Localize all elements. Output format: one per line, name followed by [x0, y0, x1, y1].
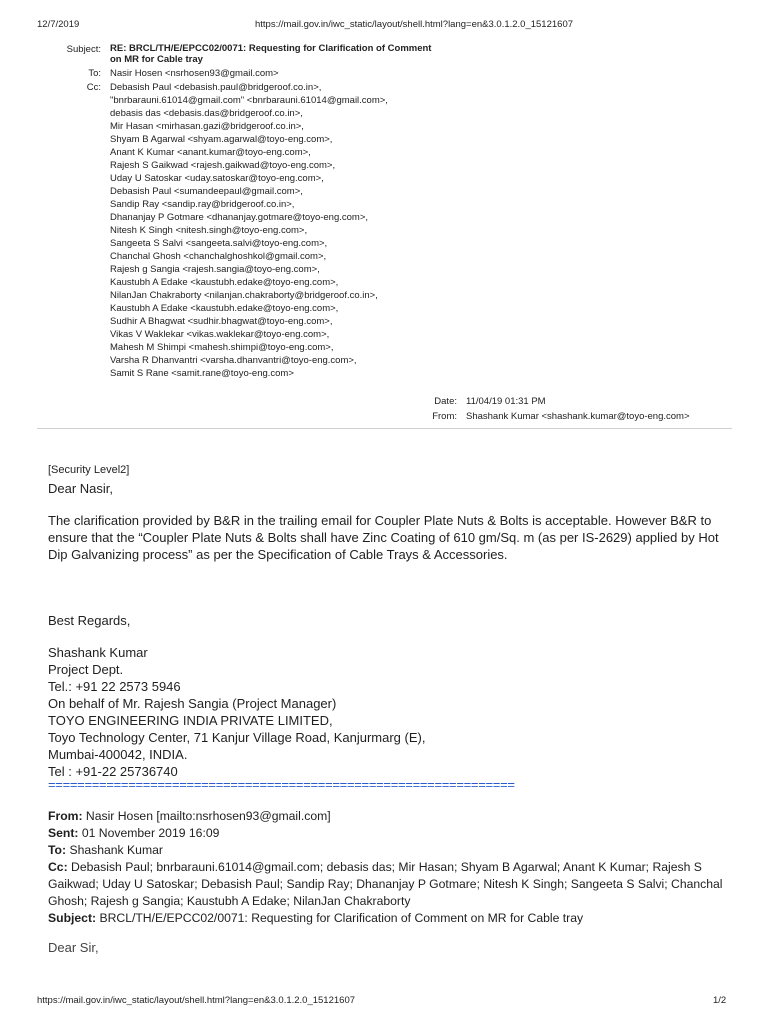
cc-recipient[interactable]: Varsha R Dhanvantri <varsha.dhanvantri@toyo-eng.com>,: [110, 355, 357, 366]
cc-recipient[interactable]: Debasish Paul <debasish.paul@bridgeroof.co.in>,: [110, 82, 322, 93]
signature-line: Shashank Kumar: [48, 645, 148, 660]
message-paragraph: The clarification provided by B&R in the trailing email for Coupler Plate Nuts & Bolts is acceptable. However B&R to ensure that the “Coupler Plate Nuts & Bolts shall have Zinc Coating of 610 gm/Sq. m (as per IS-2629) applied by Hot Dip Galvanizing process” as per the Specification of Cable Trays & Accessories.: [48, 513, 719, 562]
signature-line: Toyo Technology Center, 71 Kanjur Village Road, Kanjurmarg (E),: [48, 730, 426, 745]
signature-line: Project Dept.: [48, 662, 124, 677]
print-footer-url: https://mail.gov.in/iwc_static/layout/shell.html?lang=en&3.0.1.2.0_15121607: [37, 995, 356, 1006]
cc-recipient[interactable]: Sandip Ray <sandip.ray@bridgeroof.co.in>,: [110, 199, 295, 210]
cc-recipient[interactable]: Kaustubh A Edake <kaustubh.edake@toyo-eng.com>,: [110, 277, 339, 288]
subject-line-1: RE: BRCL/TH/E/EPCC02/0071: Requesting for Clarification of Comment: [110, 43, 432, 54]
cc-recipient[interactable]: Vikas V Waklekar <vikas.waklekar@toyo-eng.com>,: [110, 329, 330, 340]
separator-line: ================================================================: [48, 777, 515, 792]
cc-recipient[interactable]: Dhananjay P Gotmare <dhananjay.gotmare@toyo-eng.com>,: [110, 212, 369, 223]
cc-recipient[interactable]: Sudhir A Bhagwat <sudhir.bhagwat@toyo-eng.com>,: [110, 316, 333, 327]
fwd-to-label: To:: [48, 843, 67, 857]
cc-recipient[interactable]: Samit S Rane <samit.rane@toyo-eng.com>: [110, 368, 294, 379]
closing: Best Regards,: [48, 613, 131, 628]
subject-line-2: on MR for Cable tray: [110, 54, 203, 65]
fwd-subject-label: Subject:: [48, 911, 97, 925]
page-number: 1/2: [713, 995, 727, 1006]
email-date: 11/04/19 01:31 PM: [466, 396, 546, 407]
cc-label: Cc:: [86, 82, 101, 93]
security-level: [Security Level2]: [48, 464, 130, 476]
cc-recipient[interactable]: Shyam B Agarwal <shyam.agarwal@toyo-eng.com>,: [110, 134, 333, 145]
fwd-salutation: Dear Sir,: [48, 940, 99, 955]
signature-line: TOYO ENGINEERING INDIA PRIVATE LIMITED,: [48, 713, 333, 728]
signature-line: Tel : +91-22 25736740: [48, 764, 178, 779]
header-divider: [37, 428, 732, 429]
cc-recipient[interactable]: debasis das <debasis.das@bridgeroof.co.in>,: [110, 108, 303, 119]
date-label: Date:: [434, 396, 457, 407]
cc-recipient[interactable]: Kaustubh A Edake <kaustubh.edake@toyo-eng.com>,: [110, 303, 339, 314]
cc-recipient[interactable]: Chanchal Ghosh <chanchalghoshkol@gmail.com>,: [110, 251, 327, 262]
email-subject: [110, 43, 490, 65]
cc-recipient[interactable]: NilanJan Chakraborty <nilanjan.chakraborty@bridgeroof.co.in>,: [110, 290, 378, 301]
cc-recipient[interactable]: Nitesh K Singh <nitesh.singh@toyo-eng.com>,: [110, 225, 308, 236]
fwd-cc-label: Cc:: [48, 860, 68, 874]
cc-recipient[interactable]: Sangeeta S Salvi <sangeeta.salvi@toyo-eng.com>,: [110, 238, 328, 249]
signature-line: On behalf of Mr. Rajesh Sangia (Project Manager): [48, 696, 337, 711]
signature-line: Mumbai-400042, INDIA.: [48, 747, 188, 762]
greeting: Dear Nasir,: [48, 481, 114, 496]
fwd-subject: BRCL/TH/E/EPCC02/0071: Requesting for Clarification of Comment on MR for Cable tray: [99, 911, 584, 925]
cc-recipient[interactable]: Uday U Satoskar <uday.satoskar@toyo-eng.com>,: [110, 173, 324, 184]
fwd-to: Shashank Kumar: [69, 843, 163, 857]
email-sender[interactable]: Shashank Kumar <shashank.kumar@toyo-eng.com>: [466, 411, 690, 422]
cc-recipient[interactable]: "bnrbarauni.61014@gmail.com" <bnrbarauni.61014@gmail.com>,: [110, 95, 388, 106]
to-recipient[interactable]: Nasir Hosen <nsrhosen93@gmail.com>: [110, 68, 279, 79]
to-label: To:: [88, 68, 101, 79]
cc-recipient[interactable]: Debasish Paul <sumandeepaul@gmail.com>,: [110, 186, 303, 197]
cc-recipient[interactable]: Mahesh M Shimpi <mahesh.shimpi@toyo-eng.com>,: [110, 342, 334, 353]
fwd-from-label: From:: [48, 809, 83, 823]
cc-recipient[interactable]: Mir Hasan <mirhasan.gazi@bridgeroof.co.in>,: [110, 121, 304, 132]
print-date: 12/7/2019: [37, 19, 80, 30]
forwarded-header: [48, 808, 738, 927]
cc-recipient[interactable]: Anant K Kumar <anant.kumar@toyo-eng.com>,: [110, 147, 311, 158]
fwd-sent-label: Sent:: [48, 826, 79, 840]
signature-line: Tel.: +91 22 2573 5946: [48, 679, 181, 694]
cc-recipient-list: [110, 81, 388, 380]
fwd-sent: 01 November 2019 16:09: [81, 826, 220, 840]
print-header-url: https://mail.gov.in/iwc_static/layout/shell.html?lang=en&3.0.1.2.0_15121607: [255, 19, 574, 30]
signature-block: [48, 644, 425, 780]
fwd-from[interactable]: Nasir Hosen [mailto:nsrhosen93@gmail.com]: [85, 809, 331, 823]
cc-recipient[interactable]: Rajesh g Sangia <rajesh.sangia@toyo-eng.com>,: [110, 264, 320, 275]
cc-recipient[interactable]: Rajesh S Gaikwad <rajesh.gaikwad@toyo-eng.com>,: [110, 160, 336, 171]
subject-label: Subject:: [66, 44, 101, 55]
fwd-cc: Debasish Paul; bnrbarauni.61014@gmail.com; debasis das; Mir Hasan; Shyam B Agarwal; Anant K Kumar; Rajesh S Gaikwad; Uday U Satoskar; Debasish Paul; Sandip Ray; Dhananjay P Gotmare; Nitesh K Singh; Sangeeta S Salvi; Chanchal Ghosh; Rajesh g Sangia; Kaustubh A Edake; NilanJan Chakraborty: [48, 860, 723, 908]
from-label: From:: [432, 411, 457, 422]
